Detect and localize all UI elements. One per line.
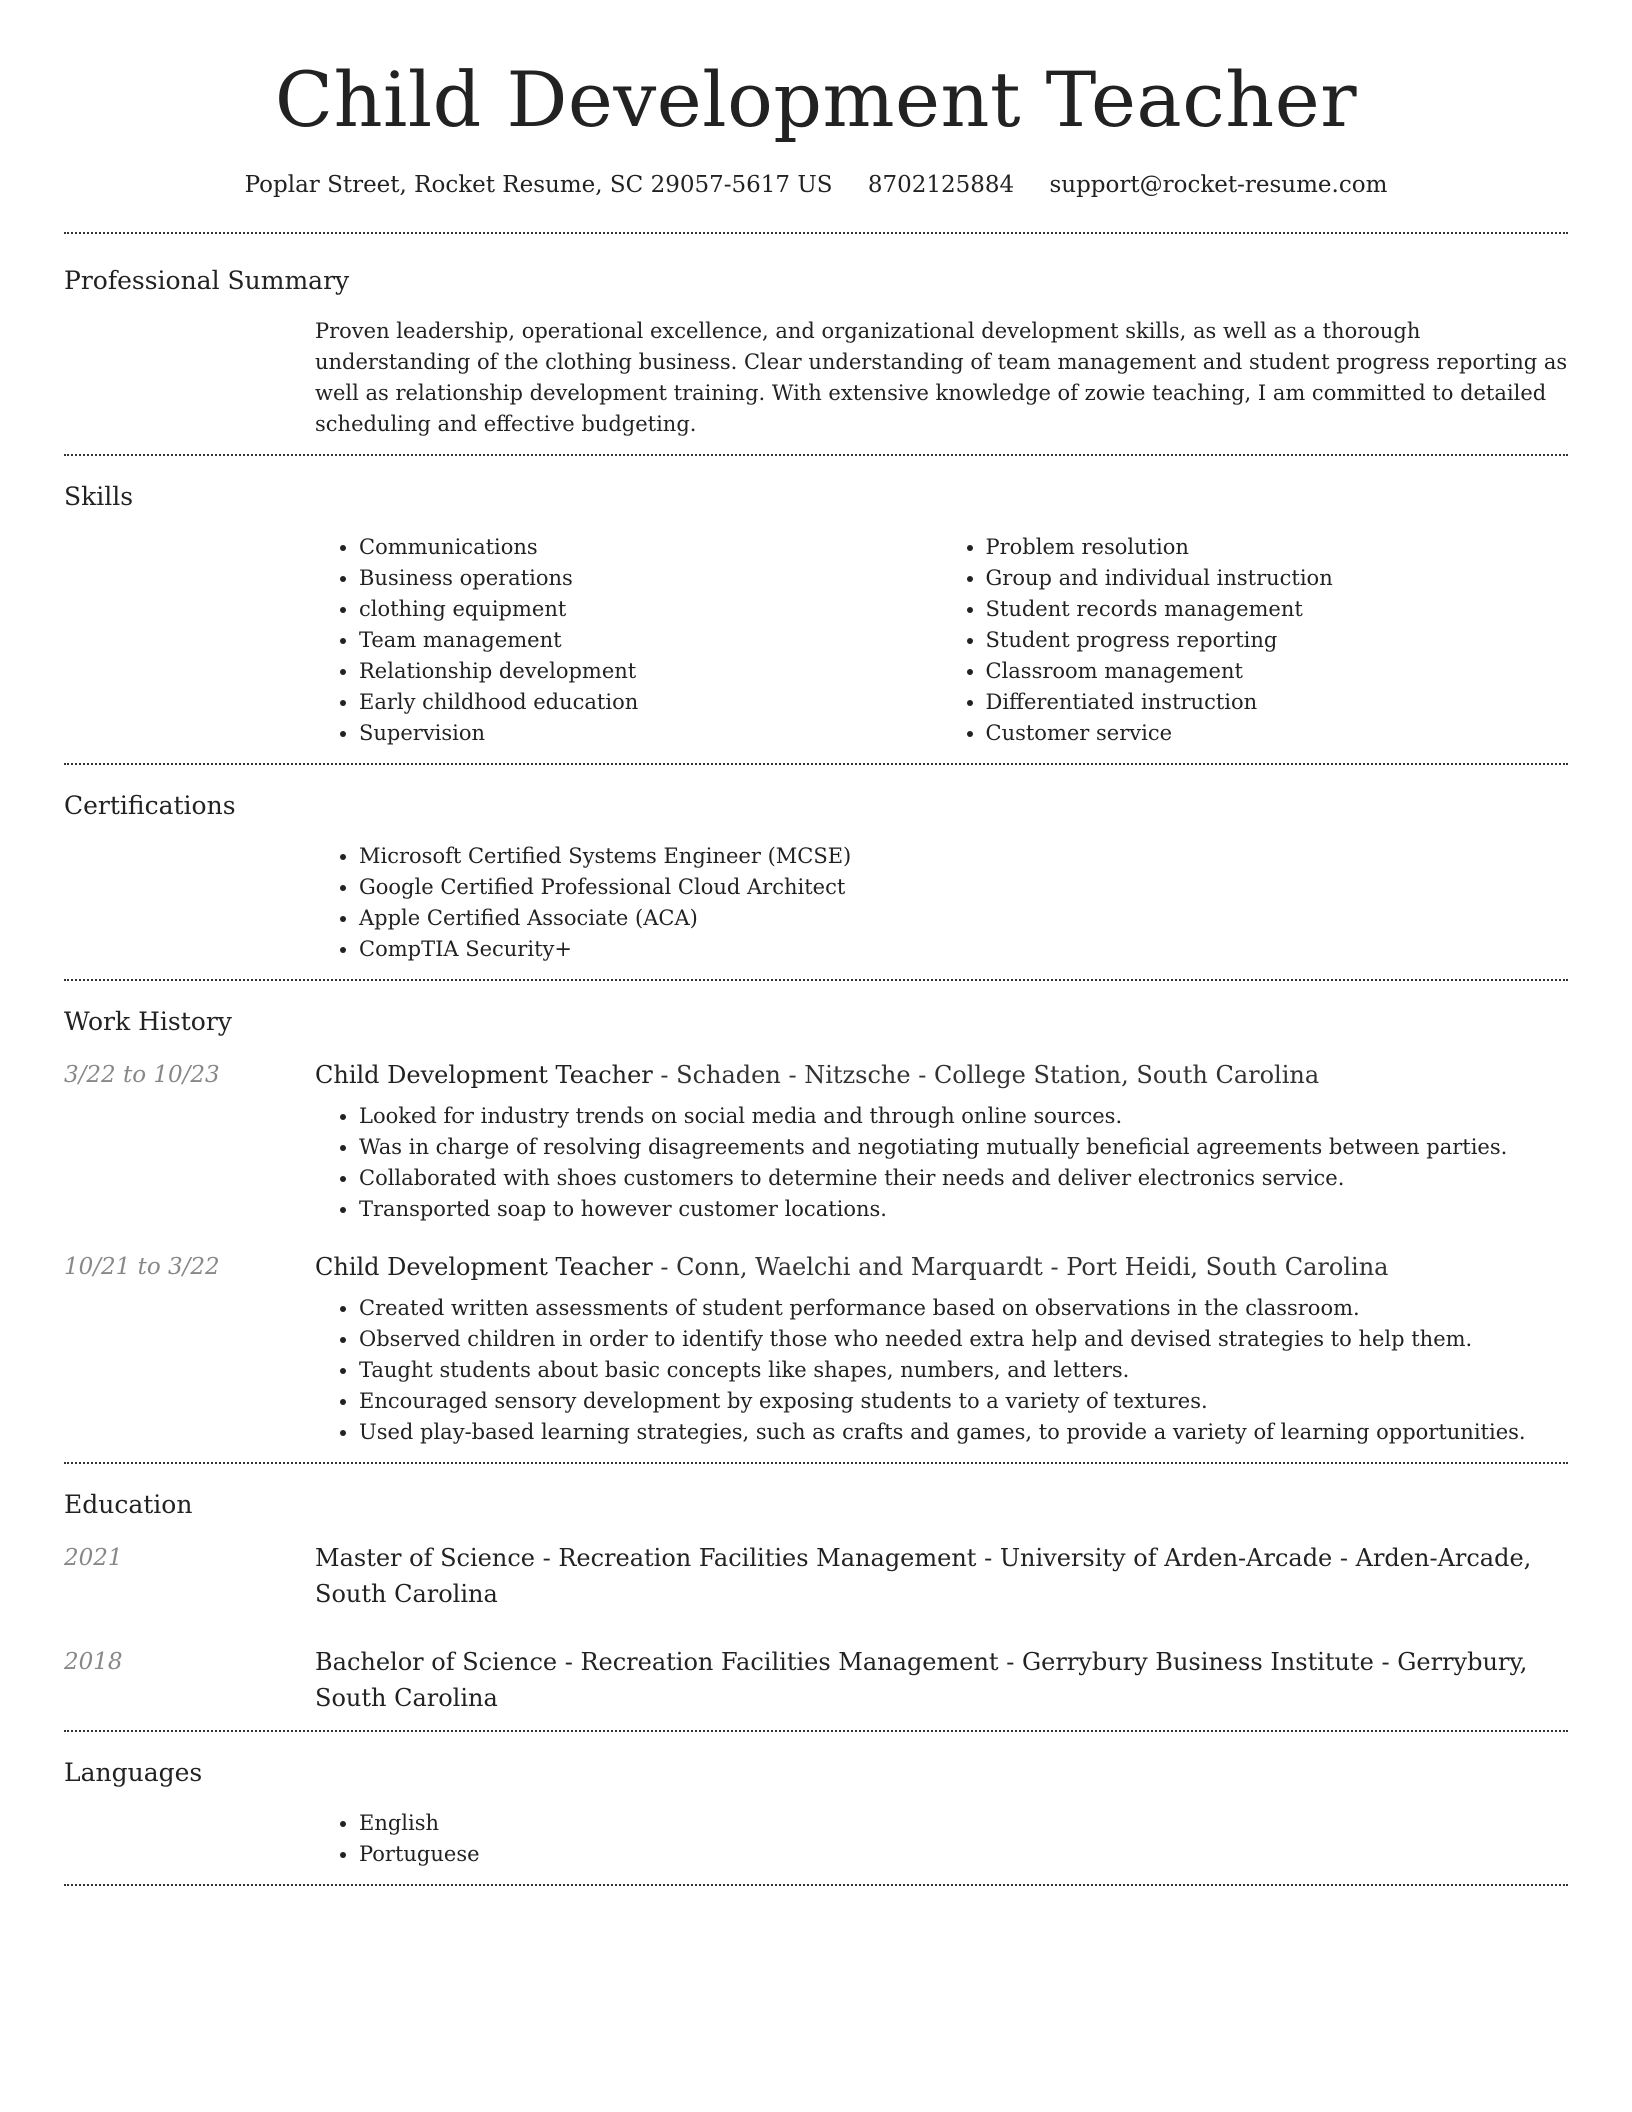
job-bullet: • Collaborated with shoes customers to determine their needs and deliver electronics service. <box>359 1163 1568 1194</box>
education-heading-line <box>315 1540 1568 1612</box>
summary-left-spacer <box>64 316 315 440</box>
contact-line <box>64 168 1568 202</box>
certifications-list <box>315 841 1568 965</box>
education-year: 2021 <box>64 1545 123 1571</box>
job-body <box>315 1249 1568 1448</box>
job-dates: 3/22 to 10/23 <box>64 1062 220 1088</box>
education-section <box>64 1464 1568 1730</box>
skill-item: • Supervision <box>359 718 942 749</box>
education-body <box>315 1644 1568 1716</box>
certification-item: • Apple Certified Associate (ACA) <box>359 903 1568 934</box>
job-bullet: • Encouraged sensory development by exposing students to a variety of textures. <box>359 1386 1568 1417</box>
skill-item: • Team management <box>359 625 942 656</box>
education-body <box>315 1540 1568 1612</box>
education-degree: Bachelor of Science - Recreation Facilities Management <box>315 1648 999 1676</box>
summary-section <box>64 234 1568 454</box>
contact-phone: 8702125884 <box>867 172 1015 198</box>
job-bullet: • Observed children in order to identify those who needed extra help and devised strategies to help them. <box>359 1324 1568 1355</box>
job-bullets <box>315 1293 1568 1448</box>
job-entry <box>64 1057 1568 1225</box>
summary-row <box>64 316 1568 440</box>
resume-header <box>64 0 1568 202</box>
candidate-name: Child Development Teacher <box>274 55 1358 144</box>
job-bullet: • Created written assessments of student performance based on observations in the classroom. <box>359 1293 1568 1324</box>
skill-item: • Business operations <box>359 563 942 594</box>
language-item: • Portuguese <box>359 1839 1568 1870</box>
work-history-section <box>64 981 1568 1462</box>
languages-left-spacer <box>64 1808 315 1870</box>
job-role: Child Development Teacher <box>315 1061 653 1089</box>
certification-item: • CompTIA Security+ <box>359 934 1568 965</box>
certification-item: • Microsoft Certified Systems Engineer (MCSE) <box>359 841 1568 872</box>
skill-item: • Group and individual instruction <box>986 563 1569 594</box>
skills-heading: Skills <box>64 482 134 511</box>
job-bullet: • Was in charge of resolving disagreements and negotiating mutually beneficial agreements between parties. <box>359 1132 1568 1163</box>
certifications-row <box>64 841 1568 965</box>
language-item: • English <box>359 1808 1568 1839</box>
languages-section <box>64 1732 1568 1884</box>
languages-row <box>64 1808 1568 1870</box>
certifications-section <box>64 765 1568 979</box>
education-heading-line <box>315 1644 1568 1716</box>
job-bullet: • Used play-based learning strategies, such as crafts and games, to provide a variety of learning opportunities. <box>359 1417 1568 1448</box>
skill-item: • Student progress reporting <box>986 625 1569 656</box>
summary-text: Proven leadership, operational excellence, and organizational development skills, as well as a thorough understanding of the clothing business. Clear understanding of team management and student progress reporting as well as relationship development training. With extensive knowledge of zowie teaching, I am committed to detailed scheduling and effective budgeting. <box>315 319 1568 436</box>
job-bullets <box>315 1101 1568 1225</box>
skills-row <box>64 532 1568 749</box>
certifications-heading: Certifications <box>64 791 236 820</box>
skill-item: • Customer service <box>986 718 1569 749</box>
skill-item: • clothing equipment <box>359 594 942 625</box>
summary-body <box>315 316 1568 440</box>
job-heading <box>315 1057 1568 1093</box>
contact-address: Poplar Street, Rocket Resume, SC 29057-5617 US <box>244 172 833 198</box>
job-bullet: • Taught students about basic concepts like shapes, numbers, and letters. <box>359 1355 1568 1386</box>
skill-item: • Problem resolution <box>986 532 1569 563</box>
skill-item: • Communications <box>359 532 942 563</box>
job-bullet: • Looked for industry trends on social media and through online sources. <box>359 1101 1568 1132</box>
languages-heading: Languages <box>64 1758 203 1787</box>
certifications-body <box>315 841 1568 965</box>
education-entry <box>64 1540 1568 1612</box>
summary-heading: Professional Summary <box>64 266 350 295</box>
skill-item: • Early childhood education <box>359 687 942 718</box>
certifications-left-spacer <box>64 841 315 965</box>
skill-item: • Differentiated instruction <box>986 687 1569 718</box>
education-school-location: - Gerrybury Business Institute - Gerrybury, South Carolina <box>315 1648 1528 1712</box>
skill-item: • Relationship development <box>359 656 942 687</box>
job-role: Child Development Teacher <box>315 1253 653 1281</box>
education-entry <box>64 1644 1568 1716</box>
job-employer-location: - Schaden - Nitzsche - College Station, South Carolina <box>652 1061 1320 1089</box>
skills-list-right <box>942 532 1569 749</box>
section-divider <box>64 1884 1568 1886</box>
work-history-heading: Work History <box>64 1007 232 1036</box>
languages-list <box>315 1808 1568 1870</box>
education-degree: Master of Science - Recreation Facilities Management <box>315 1544 977 1572</box>
education-year: 2018 <box>64 1649 123 1675</box>
contact-email[interactable]: support@rocket-resume.com <box>1049 172 1388 198</box>
skills-columns <box>315 532 1568 749</box>
job-bullet: • Transported soap to however customer locations. <box>359 1194 1568 1225</box>
job-heading <box>315 1249 1568 1285</box>
skills-section <box>64 456 1568 763</box>
job-entry <box>64 1249 1568 1448</box>
skills-left-spacer <box>64 532 315 749</box>
certification-item: • Google Certified Professional Cloud Architect <box>359 872 1568 903</box>
skill-item: • Student records management <box>986 594 1569 625</box>
education-school-location: - University of Arden-Arcade - Arden-Arcade, South Carolina <box>315 1544 1532 1608</box>
skills-list-left <box>315 532 942 749</box>
job-employer-location: - Conn, Waelchi and Marquardt - Port Heidi, South Carolina <box>652 1253 1389 1281</box>
skill-item: • Classroom management <box>986 656 1569 687</box>
job-dates: 10/21 to 3/22 <box>64 1254 220 1280</box>
job-body <box>315 1057 1568 1225</box>
languages-body <box>315 1808 1568 1870</box>
education-heading: Education <box>64 1490 193 1519</box>
